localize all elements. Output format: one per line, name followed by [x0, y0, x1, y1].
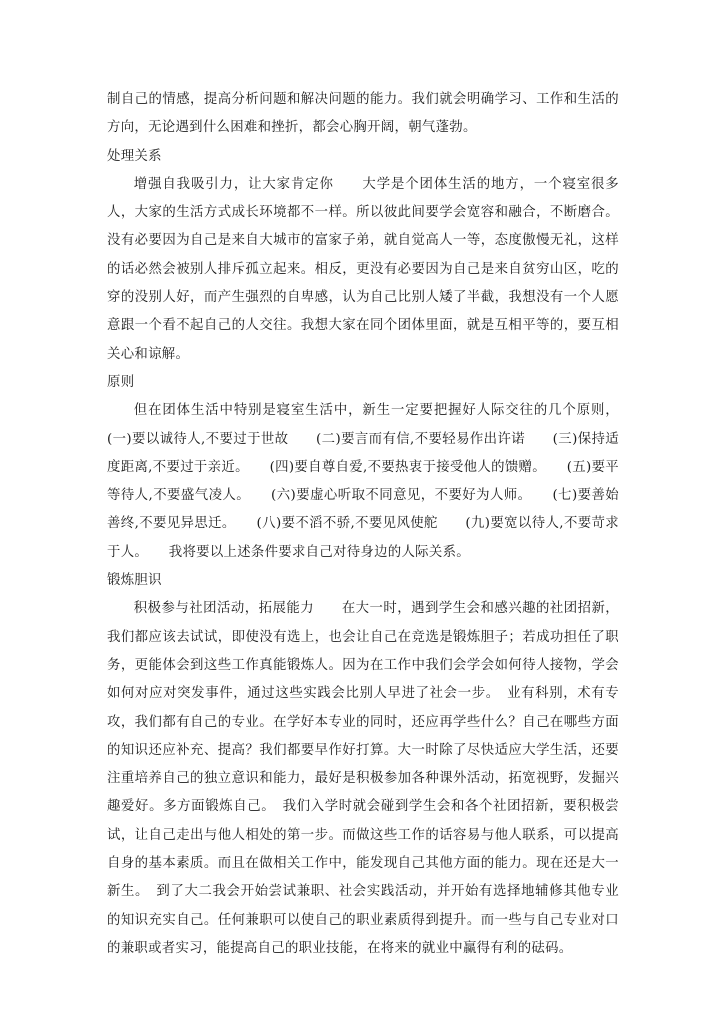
intro-paragraph: 制自己的情感，提高分析问题和解决问题的能力。我们就会明确学习、工作和生活的方向，无论遇到什么困难和挫折，都会心胸开阔，朝气蓬勃。: [107, 92, 619, 136]
document-page: [107, 86, 619, 963]
courage-paragraph: 积极参与社团活动，拓展能力 在大一时，遇到学生会和感兴趣的社团招新，我们都应该去试试，即使没有选上，也会让自己在竞选是锻炼胆子；若成功担任了职务，更能体会到这些工作真能锻炼人。因为在工作中我们会学会如何待人接物，学会如何对应对突发事件，通过这些实践会比别人早进了社会一步。 业有科别，术有专攻，我们都有自己的专业。在学好本专业的同时，还应再学些什么？自己在哪些方面的知识还应补充、提高？我们都要早作好打算。大一时除了尽快适应大学生活，还要注重培养自己的独立意识和能力，最好是积极参加各种课外活动，拓宽视野，发掘兴趣爱好。多方面锻炼自己。 我们入学时就会碰到学生会和各个社团招新，要积极尝试，让自己走出与他人相处的第一步。而做这些工作的话容易与他人联系，可以提高自身的基本素质。而且在做相关工作中，能发现自己其他方面的能力。现在还是大一新生。 到了大二我会开始尝试兼职、社会实践活动，并开始有选择地辅修其他专业的知识充实自己。任何兼职可以使自己的职业素质得到提升。而一些与自己专业对口的兼职或者实习，能提高自己的职业技能，在将来的就业中赢得有利的砝码。: [107, 601, 619, 956]
relations-paragraph: 增强自我吸引力，让大家肯定你 大学是个团体生活的地方，一个寝室很多人，大家的生活方式成长环境都不一样。所以彼此间要学会宽容和融合，不断磨合。没有必要因为自己是来自大城市的富家子弟，就自觉高人一等，态度傲慢无礼，这样的话必然会被别人排斥孤立起来。相反，更没有必要因为自己是来自贫穷山区，吃的穿的没别人好，而产生强烈的自卑感，认为自己比别人矮了半截，我想没有一个人愿意跟一个看不起自己的人交往。我想大家在同个团体里面，就是互相平等的，要互相关心和谅解。: [107, 176, 619, 362]
section-heading-relations: 处理关系: [107, 148, 162, 164]
section-heading-principles: 原则: [107, 374, 135, 390]
principles-paragraph: 但在团体生活中特别是寝室生活中，新生一定要把握好人际交往的几个原则，(一)要以诚待人,不要过于世故 (二)要言而有信,不要轻易作出许诺 (三)保持适度距离,不要过于亲近。 (四)要自尊自爱,不要热衷于接受他人的馈赠。 (五)要平等待人,不要盛气凌人。 (六)要虚心听取不同意见，不要好为人师。 (七)要善始善终,不要见异思迁。 (八)要不滔不骄,不要见风使舵 (九)要宽以待人,不要苛求于人。 我将要以上述条件要求自己对待身边的人际关系。: [107, 403, 619, 560]
section-heading-courage: 锻炼胆识: [107, 573, 162, 589]
